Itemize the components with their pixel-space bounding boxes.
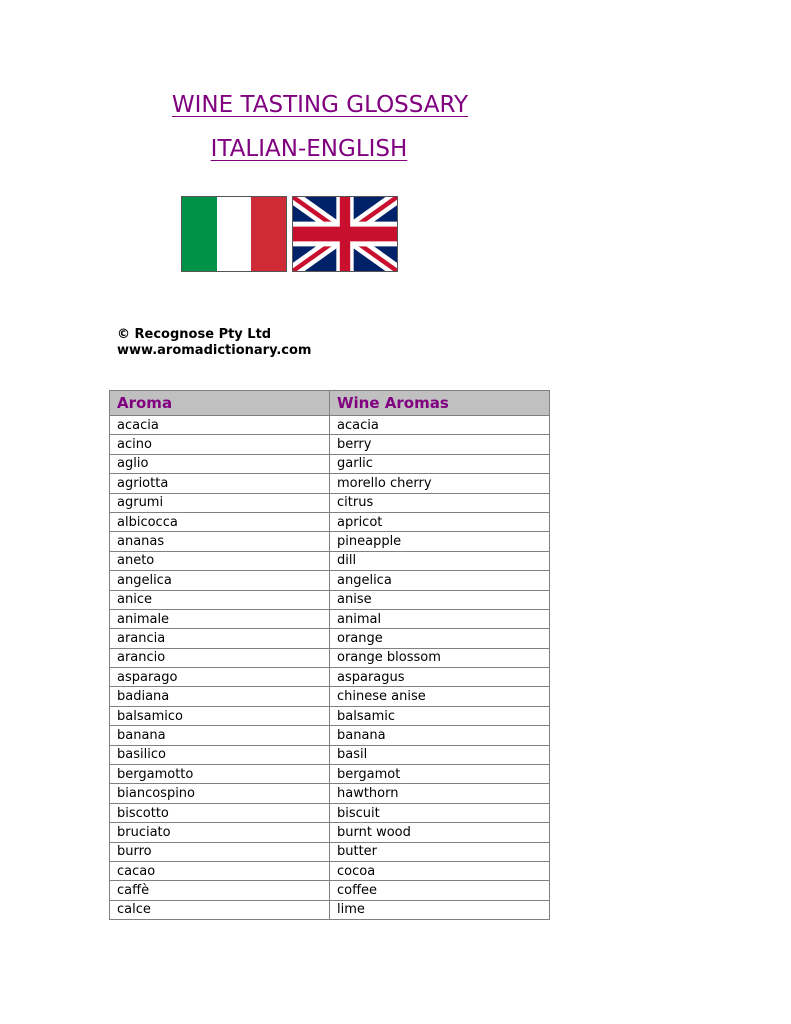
english-term-cell: chinese anise xyxy=(330,687,550,706)
table-row xyxy=(110,609,550,628)
italian-term-cell: caffè xyxy=(110,881,330,900)
italian-term-cell: aglio xyxy=(110,454,330,473)
table-row xyxy=(110,726,550,745)
italian-term-cell: agrumi xyxy=(110,493,330,512)
table-row xyxy=(110,571,550,590)
english-term-cell: bergamot xyxy=(330,765,550,784)
table-row xyxy=(110,512,550,531)
english-term-cell: anise xyxy=(330,590,550,609)
english-term-cell: dill xyxy=(330,551,550,570)
glossary-table xyxy=(109,390,550,920)
table-row xyxy=(110,706,550,725)
italian-term-cell: angelica xyxy=(110,571,330,590)
table-header-row xyxy=(110,391,550,416)
table-row xyxy=(110,474,550,493)
english-term-cell: basil xyxy=(330,745,550,764)
table-row xyxy=(110,629,550,648)
italian-term-cell: badiana xyxy=(110,687,330,706)
page-subtitle: ITALIAN-ENGLISH xyxy=(210,136,408,162)
table-row xyxy=(110,861,550,880)
website-link[interactable]: www.aromadictionary.com xyxy=(117,343,312,358)
english-term-cell: butter xyxy=(330,842,550,861)
table-row xyxy=(110,803,550,822)
table-row xyxy=(110,416,550,435)
english-term-cell: burnt wood xyxy=(330,823,550,842)
english-term-cell: berry xyxy=(330,435,550,454)
italian-flag-icon xyxy=(181,196,287,272)
table-row xyxy=(110,668,550,687)
italian-term-cell: albicocca xyxy=(110,512,330,531)
english-term-cell: coffee xyxy=(330,881,550,900)
english-term-cell: morello cherry xyxy=(330,474,550,493)
table-row xyxy=(110,435,550,454)
english-term-cell: orange xyxy=(330,629,550,648)
english-term-cell: cocoa xyxy=(330,861,550,880)
italian-term-cell: anice xyxy=(110,590,330,609)
italian-term-cell: agriotta xyxy=(110,474,330,493)
italian-term-cell: burro xyxy=(110,842,330,861)
italian-term-cell: banana xyxy=(110,726,330,745)
column-header-aroma: Aroma xyxy=(110,391,330,416)
italian-term-cell: aneto xyxy=(110,551,330,570)
english-term-cell: hawthorn xyxy=(330,784,550,803)
english-term-cell: orange blossom xyxy=(330,648,550,667)
italian-term-cell: cacao xyxy=(110,861,330,880)
english-term-cell: lime xyxy=(330,900,550,919)
table-row xyxy=(110,687,550,706)
english-term-cell: acacia xyxy=(330,416,550,435)
english-term-cell: garlic xyxy=(330,454,550,473)
english-term-cell: pineapple xyxy=(330,532,550,551)
table-row xyxy=(110,493,550,512)
english-term-cell: biscuit xyxy=(330,803,550,822)
table-row xyxy=(110,881,550,900)
english-term-cell: banana xyxy=(330,726,550,745)
page-title: WINE TASTING GLOSSARY xyxy=(171,92,469,118)
italian-term-cell: biscotto xyxy=(110,803,330,822)
table-row xyxy=(110,842,550,861)
italian-term-cell: bergamotto xyxy=(110,765,330,784)
table-row xyxy=(110,551,550,570)
italian-term-cell: acino xyxy=(110,435,330,454)
column-header-wine-aromas: Wine Aromas xyxy=(330,391,550,416)
table-row xyxy=(110,765,550,784)
table-row xyxy=(110,648,550,667)
table-row xyxy=(110,454,550,473)
italian-term-cell: balsamico xyxy=(110,706,330,725)
italian-term-cell: biancospino xyxy=(110,784,330,803)
english-term-cell: animal xyxy=(330,609,550,628)
table-row xyxy=(110,823,550,842)
italian-term-cell: arancio xyxy=(110,648,330,667)
italian-term-cell: calce xyxy=(110,900,330,919)
italian-term-cell: basilico xyxy=(110,745,330,764)
table-row xyxy=(110,745,550,764)
uk-flag-icon xyxy=(292,196,398,272)
table-row xyxy=(110,900,550,919)
copyright-notice: © Recognose Pty Ltd xyxy=(117,327,272,342)
english-term-cell: balsamic xyxy=(330,706,550,725)
english-term-cell: asparagus xyxy=(330,668,550,687)
italian-term-cell: bruciato xyxy=(110,823,330,842)
italian-term-cell: animale xyxy=(110,609,330,628)
table-row xyxy=(110,532,550,551)
italian-term-cell: ananas xyxy=(110,532,330,551)
italian-term-cell: arancia xyxy=(110,629,330,648)
english-term-cell: angelica xyxy=(330,571,550,590)
english-term-cell: citrus xyxy=(330,493,550,512)
italian-term-cell: asparago xyxy=(110,668,330,687)
italian-term-cell: acacia xyxy=(110,416,330,435)
table-row xyxy=(110,784,550,803)
table-row xyxy=(110,590,550,609)
english-term-cell: apricot xyxy=(330,512,550,531)
